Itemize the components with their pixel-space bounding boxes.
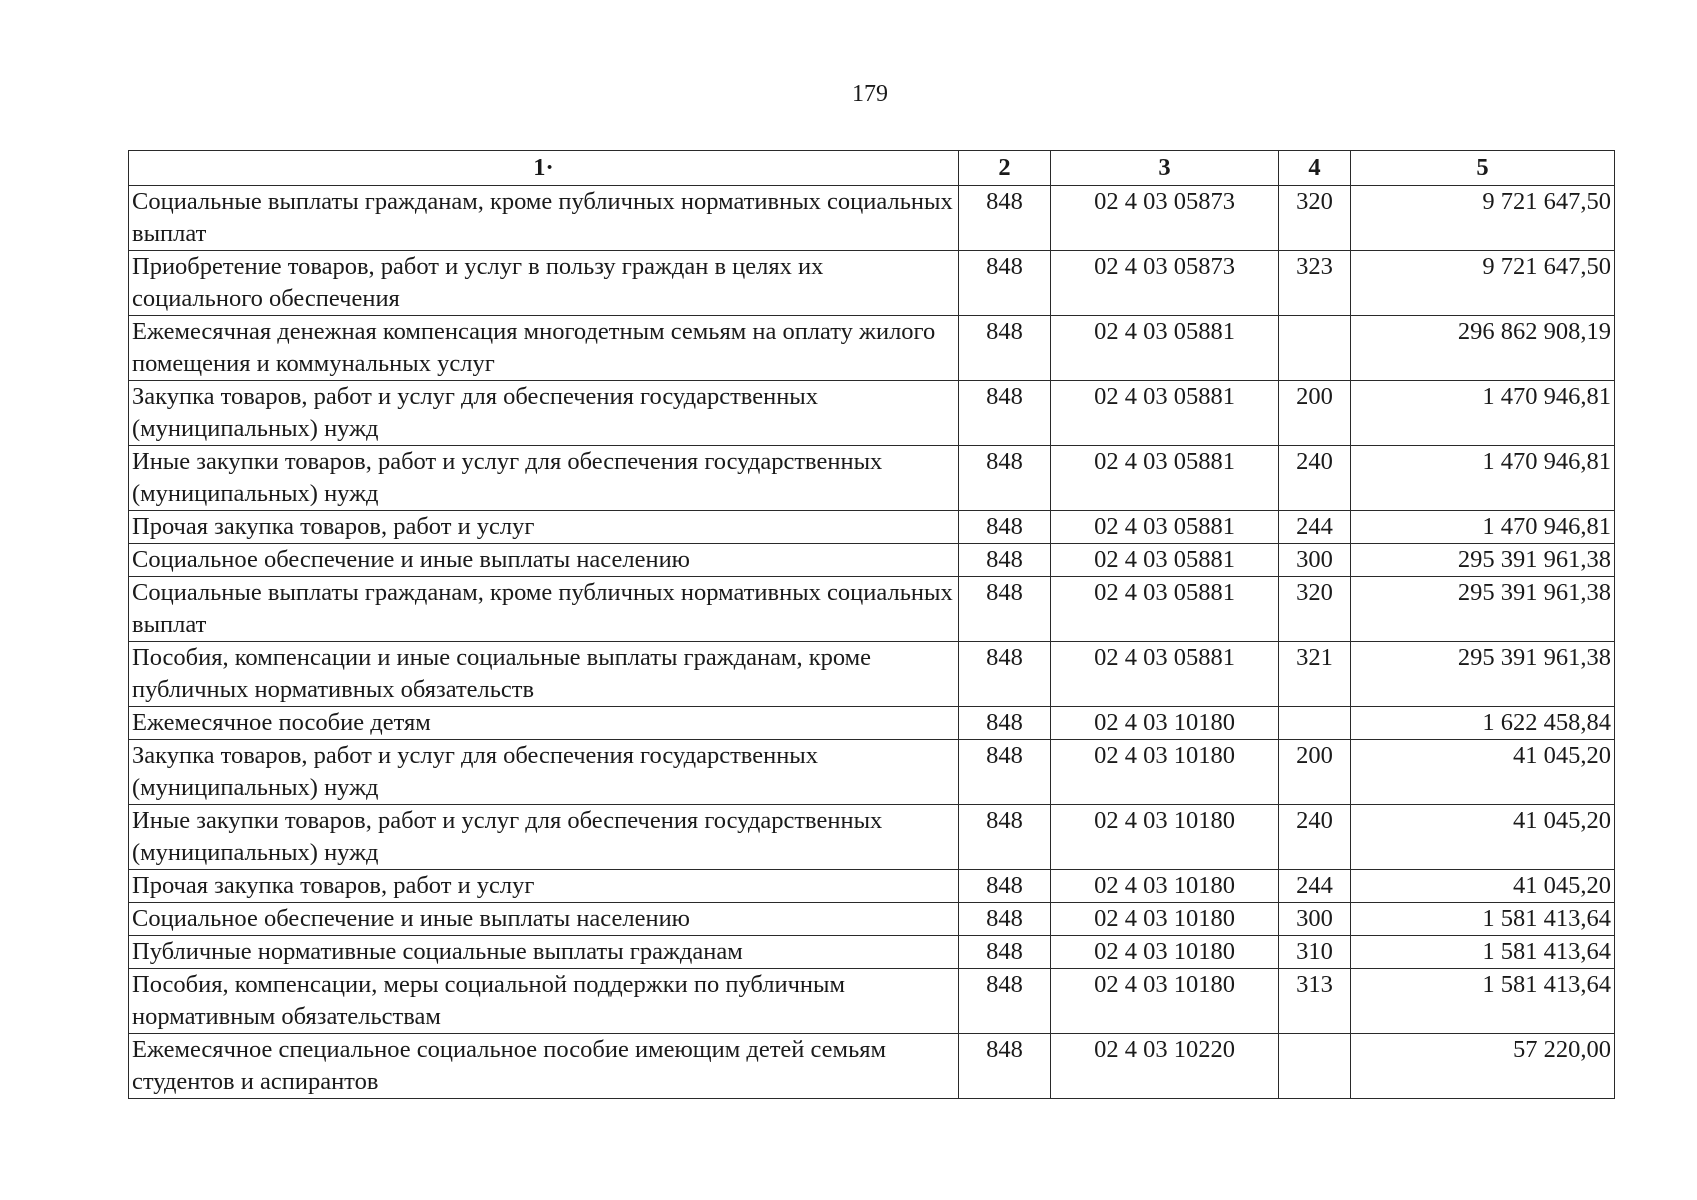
row-article-cell: 02 4 03 05873 — [1051, 251, 1279, 316]
row-name-cell: Ежемесячная денежная компенсация многодетным семьям на оплату жилого помещения и коммунальных услуг — [129, 316, 959, 381]
header-col-3: 3 — [1051, 151, 1279, 186]
row-amount-cell: 9 721 647,50 — [1351, 251, 1615, 316]
row-type-cell: 313 — [1279, 969, 1351, 1034]
row-code-cell: 848 — [959, 186, 1051, 251]
row-name-cell: Социальное обеспечение и иные выплаты населению — [129, 544, 959, 577]
row-type-cell: 323 — [1279, 251, 1351, 316]
row-amount-cell: 1 581 413,64 — [1351, 936, 1615, 969]
row-name-cell: Социальные выплаты гражданам, кроме публичных нормативных социальных выплат — [129, 186, 959, 251]
row-type-cell: 200 — [1279, 740, 1351, 805]
row-name-cell: Закупка товаров, работ и услуг для обеспечения государственных (муниципальных) нужд — [129, 740, 959, 805]
row-amount-cell: 1 622 458,84 — [1351, 707, 1615, 740]
row-amount-cell: 9 721 647,50 — [1351, 186, 1615, 251]
row-amount-cell: 57 220,00 — [1351, 1034, 1615, 1099]
row-code-cell: 848 — [959, 577, 1051, 642]
row-article-cell: 02 4 03 05881 — [1051, 511, 1279, 544]
row-amount-cell: 1 470 946,81 — [1351, 511, 1615, 544]
row-article-cell: 02 4 03 10220 — [1051, 1034, 1279, 1099]
table-row — [129, 511, 1615, 544]
table-row — [129, 251, 1615, 316]
table-row — [129, 707, 1615, 740]
row-article-cell: 02 4 03 05873 — [1051, 186, 1279, 251]
row-type-cell: 310 — [1279, 936, 1351, 969]
row-amount-cell: 296 862 908,19 — [1351, 316, 1615, 381]
row-code-cell: 848 — [959, 544, 1051, 577]
row-amount-cell: 41 045,20 — [1351, 805, 1615, 870]
row-type-cell: 300 — [1279, 903, 1351, 936]
row-article-cell: 02 4 03 10180 — [1051, 707, 1279, 740]
row-article-cell: 02 4 03 05881 — [1051, 316, 1279, 381]
row-article-cell: 02 4 03 05881 — [1051, 446, 1279, 511]
row-amount-cell: 1 470 946,81 — [1351, 446, 1615, 511]
row-type-cell — [1279, 316, 1351, 381]
table-row — [129, 381, 1615, 446]
row-name-cell: Закупка товаров, работ и услуг для обеспечения государственных (муниципальных) нужд — [129, 381, 959, 446]
row-article-cell: 02 4 03 05881 — [1051, 577, 1279, 642]
row-name-cell: Пособия, компенсации и иные социальные выплаты гражданам, кроме публичных нормативных обязательств — [129, 642, 959, 707]
row-type-cell: 320 — [1279, 577, 1351, 642]
row-article-cell: 02 4 03 05881 — [1051, 544, 1279, 577]
table-row — [129, 1034, 1615, 1099]
row-name-cell: Публичные нормативные социальные выплаты гражданам — [129, 936, 959, 969]
row-code-cell: 848 — [959, 707, 1051, 740]
table-row — [129, 577, 1615, 642]
row-amount-cell: 1 470 946,81 — [1351, 381, 1615, 446]
table-row — [129, 642, 1615, 707]
row-article-cell: 02 4 03 10180 — [1051, 936, 1279, 969]
row-code-cell: 848 — [959, 511, 1051, 544]
row-amount-cell: 295 391 961,38 — [1351, 544, 1615, 577]
row-name-cell: Ежемесячное специальное социальное пособие имеющим детей семьям студентов и аспирантов — [129, 1034, 959, 1099]
table-row — [129, 544, 1615, 577]
header-col-1: 1· — [129, 151, 959, 186]
page-number: 179 — [852, 81, 888, 107]
row-type-cell: 321 — [1279, 642, 1351, 707]
header-col-5: 5 — [1351, 151, 1615, 186]
table-row — [129, 969, 1615, 1034]
table-row — [129, 870, 1615, 903]
row-article-cell: 02 4 03 10180 — [1051, 740, 1279, 805]
row-amount-cell: 1 581 413,64 — [1351, 969, 1615, 1034]
row-code-cell: 848 — [959, 381, 1051, 446]
row-name-cell: Пособия, компенсации, меры социальной поддержки по публичным нормативным обязательствам — [129, 969, 959, 1034]
table-row — [129, 903, 1615, 936]
row-code-cell: 848 — [959, 1034, 1051, 1099]
table-body — [129, 186, 1615, 1099]
row-article-cell: 02 4 03 10180 — [1051, 969, 1279, 1034]
budget-table — [128, 150, 1615, 1099]
row-name-cell: Социальное обеспечение и иные выплаты населению — [129, 903, 959, 936]
row-name-cell: Социальные выплаты гражданам, кроме публичных нормативных социальных выплат — [129, 577, 959, 642]
row-type-cell: 244 — [1279, 511, 1351, 544]
row-amount-cell: 41 045,20 — [1351, 740, 1615, 805]
table-row — [129, 316, 1615, 381]
row-name-cell: Прочая закупка товаров, работ и услуг — [129, 870, 959, 903]
row-amount-cell: 1 581 413,64 — [1351, 903, 1615, 936]
row-code-cell: 848 — [959, 936, 1051, 969]
row-amount-cell: 295 391 961,38 — [1351, 577, 1615, 642]
header-col-2: 2 — [959, 151, 1051, 186]
row-article-cell: 02 4 03 05881 — [1051, 642, 1279, 707]
table-row — [129, 740, 1615, 805]
row-name-cell: Иные закупки товаров, работ и услуг для обеспечения государственных (муниципальных) нужд — [129, 446, 959, 511]
row-amount-cell: 41 045,20 — [1351, 870, 1615, 903]
row-name-cell: Приобретение товаров, работ и услуг в пользу граждан в целях их социального обеспечения — [129, 251, 959, 316]
row-type-cell — [1279, 1034, 1351, 1099]
row-article-cell: 02 4 03 10180 — [1051, 805, 1279, 870]
row-name-cell: Ежемесячное пособие детям — [129, 707, 959, 740]
row-article-cell: 02 4 03 05881 — [1051, 381, 1279, 446]
row-code-cell: 848 — [959, 969, 1051, 1034]
row-code-cell: 848 — [959, 642, 1051, 707]
table-row — [129, 186, 1615, 251]
row-type-cell: 320 — [1279, 186, 1351, 251]
row-amount-cell: 295 391 961,38 — [1351, 642, 1615, 707]
row-type-cell: 240 — [1279, 446, 1351, 511]
row-article-cell: 02 4 03 10180 — [1051, 870, 1279, 903]
table-header-row — [129, 151, 1615, 186]
row-article-cell: 02 4 03 10180 — [1051, 903, 1279, 936]
row-type-cell: 200 — [1279, 381, 1351, 446]
row-code-cell: 848 — [959, 740, 1051, 805]
row-code-cell: 848 — [959, 446, 1051, 511]
row-name-cell: Прочая закупка товаров, работ и услуг — [129, 511, 959, 544]
row-type-cell: 240 — [1279, 805, 1351, 870]
table-row — [129, 936, 1615, 969]
row-code-cell: 848 — [959, 870, 1051, 903]
row-code-cell: 848 — [959, 316, 1051, 381]
header-col-4: 4 — [1279, 151, 1351, 186]
row-code-cell: 848 — [959, 251, 1051, 316]
table-row — [129, 805, 1615, 870]
row-code-cell: 848 — [959, 903, 1051, 936]
row-type-cell — [1279, 707, 1351, 740]
row-name-cell: Иные закупки товаров, работ и услуг для обеспечения государственных (муниципальных) нужд — [129, 805, 959, 870]
row-code-cell: 848 — [959, 805, 1051, 870]
table-row — [129, 446, 1615, 511]
row-type-cell: 244 — [1279, 870, 1351, 903]
row-type-cell: 300 — [1279, 544, 1351, 577]
